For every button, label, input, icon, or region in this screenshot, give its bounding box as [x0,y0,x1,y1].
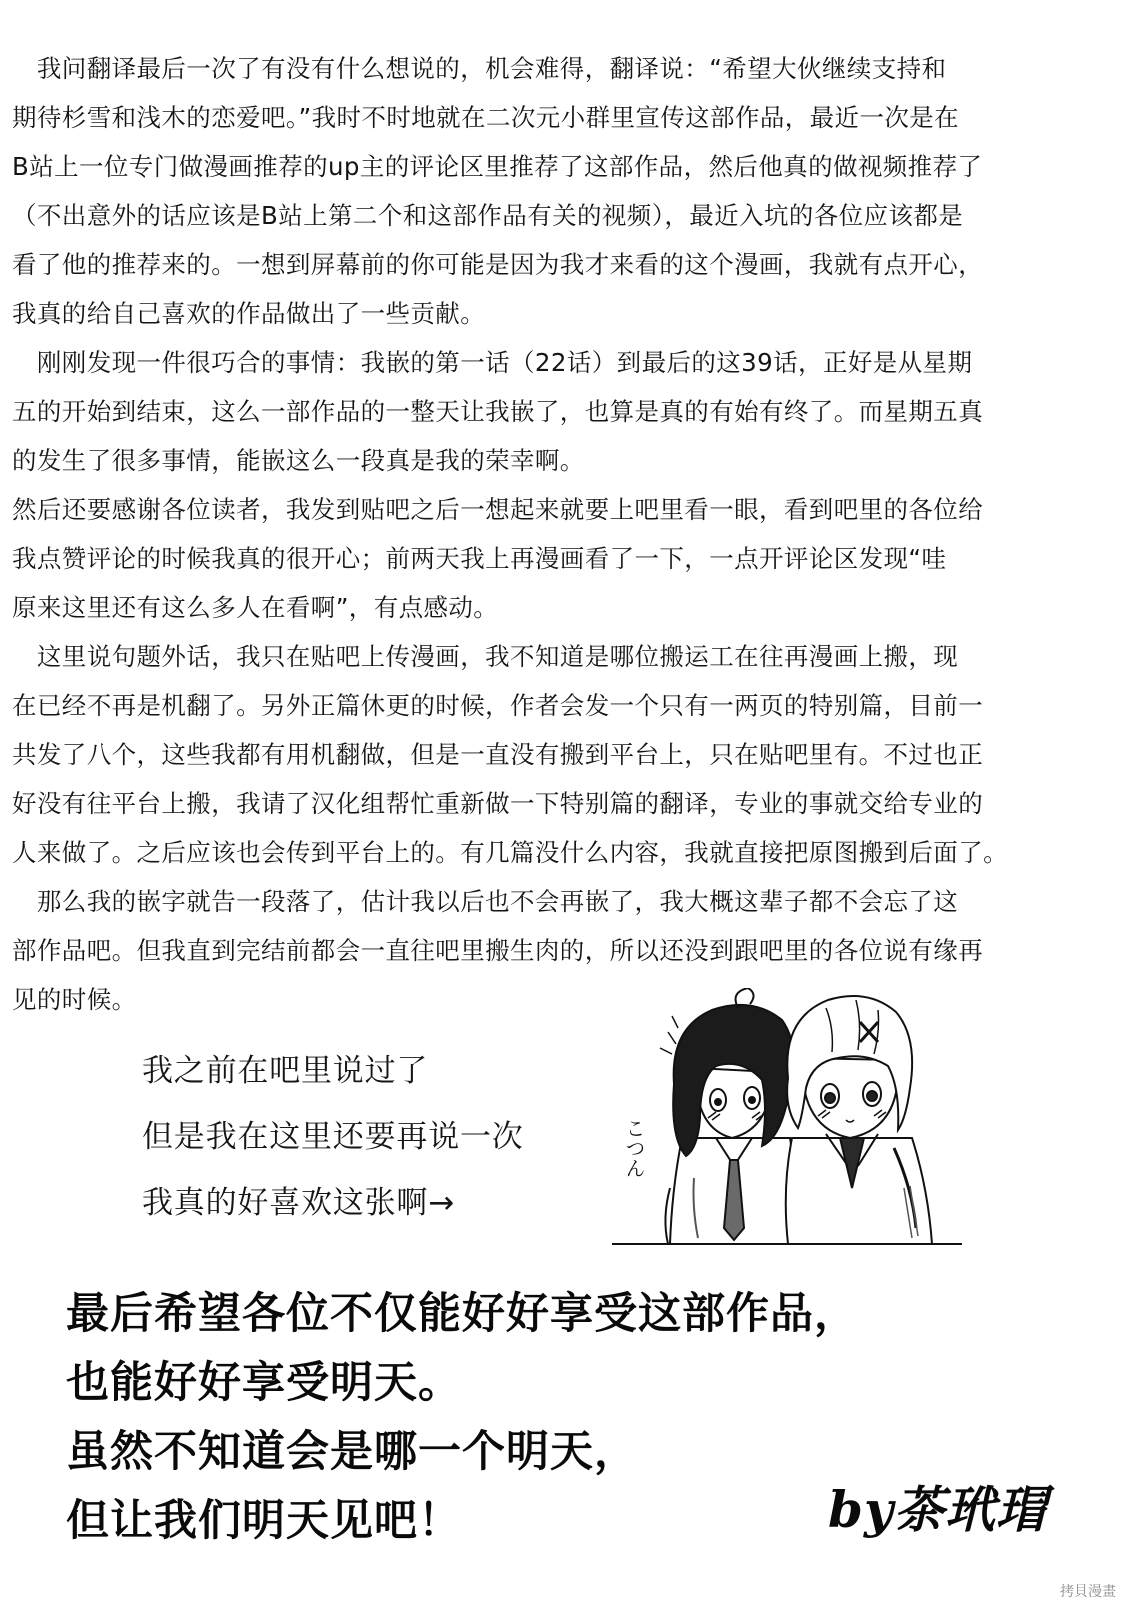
closing-line: 但让我们明天见吧！ [66,1496,462,1546]
closing-line: 虽然不知道会是哪一个明天， [66,1427,638,1477]
character-light-hair [786,996,932,1244]
text-line: 刚刚发现一件很巧合的事情：我嵌的第一话（22话）到最后的这39话，正好是从星期 [12,348,973,377]
callout-line: 但是我在这里还要再说一次 [142,1119,524,1155]
text-line: 五的开始到结束，这么一部作品的一整天让我嵌了，也算是真的有始有终了。而星期五真 [12,397,984,426]
text-line: 期待杉雪和浅木的恋爱吧。”我时不时地就在二次元小群里宣传这部作品，最近一次是在 [12,103,960,132]
text-line: 我点赞评论的时候我真的很开心；前两天我上再漫画看了一下，一点开评论区发现“哇 [12,544,947,573]
text-line: 那么我的嵌字就告一段落了，估计我以后也不会再嵌了，我大概这辈子都不会忘了这 [12,887,959,916]
manga-illustration [612,988,962,1248]
callout-line: 我真的好喜欢这张啊→ [142,1185,455,1221]
text-line: 在已经不再是机翻了。另外正篇休更的时候，作者会发一个只有一两页的特别篇，目前一 [12,691,984,720]
callout-text [142,1038,662,1236]
text-line: 见的时候。 [12,985,137,1014]
text-line: 然后还要感谢各位读者，我发到贴吧之后一想起来就要上吧里看一眼，看到吧里的各位给 [12,495,984,524]
manga-illustration-svg [612,988,962,1248]
text-line: 看了他的推荐来的。一想到屏幕前的你可能是因为我才来看的这个漫画，我就有点开心， [12,250,984,279]
closing-line: 也能好好享受明天。 [66,1358,462,1408]
watermark: 拷貝漫畫 [1060,1584,1116,1600]
text-line: 的发生了很多事情，能嵌这么一段真是我的荣幸啊。 [12,446,585,475]
text-line: 我问翻译最后一次了有没有什么想说的，机会难得，翻译说：“希望大伙继续支持和 [12,54,947,83]
text-line: 这里说句题外话，我只在贴吧上传漫画，我不知道是哪位搬运工在往再漫画上搬，现 [12,642,959,671]
body-text [12,44,1120,1024]
impact-marks [660,1016,678,1054]
text-line: （不出意外的话应该是B站上第二个和这部作品有关的视频），最近入坑的各位应该都是 [12,201,964,230]
text-line: 共发了八个，这些我都有用机翻做，但是一直没有搬到平台上，只在贴吧里有。不过也正 [12,740,984,769]
text-line: 人来做了。之后应该也会传到平台上的。有几篇没什么内容，我就直接把原图搬到后面了。 [12,838,1008,867]
text-line: 原来这里还有这么多人在看啊”，有点感动。 [12,593,499,622]
character-dark-hair [665,988,802,1244]
text-line: 好没有往平台上搬，我请了汉化组帮忙重新做一下特别篇的翻译，专业的事就交给专业的 [12,789,984,818]
callout-line: 我之前在吧里说过了 [142,1053,429,1089]
sfx-text: こつん [622,1118,646,1178]
text-line: 我真的给自己喜欢的作品做出了一些贡献。 [12,299,486,328]
closing-line: 最后希望各位不仅能好好享受这部作品， [66,1289,858,1339]
signature: by茶玳瑁 [828,1480,1048,1539]
text-line: B站上一位专门做漫画推荐的up主的评论区里推荐了这部作品，然后他真的做视频推荐了 [12,152,983,181]
text-line: 部作品吧。但我直到完结前都会一直往吧里搬生肉的，所以还没到跟吧里的各位说有缘再 [12,936,984,965]
